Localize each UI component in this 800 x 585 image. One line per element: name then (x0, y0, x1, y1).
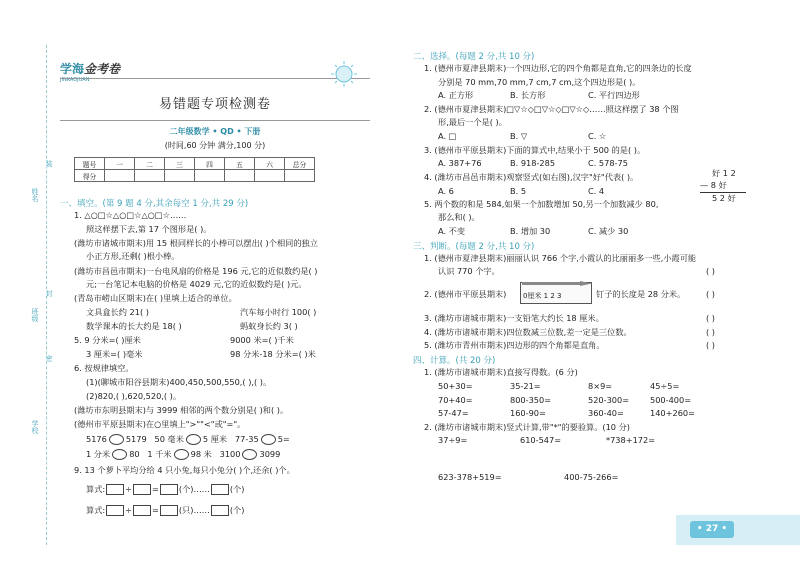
judge-paren-3[interactable]: ( ) (706, 313, 715, 323)
s3-q3: 3. (潍坊市诸城市期末)一支铅笔大约长 18 厘米。 (424, 313, 604, 323)
calc-cell: 70+40= (438, 395, 473, 405)
s3-q4: 4. (潍坊市诸城市期末)四位数减三位数,差一定是三位数。 (424, 327, 632, 337)
answer-box[interactable] (106, 484, 124, 495)
calc-cell: 50+30= (438, 381, 473, 391)
grade-label: 二年级数学 • QD • 下册 (169, 127, 261, 136)
vertical-calc-line-3: 5 2 好 (712, 193, 736, 203)
title-rule (60, 120, 370, 121)
vertical-calc-problem: 37÷9= (438, 435, 468, 445)
answer-box[interactable] (211, 505, 229, 516)
s1-q6a: (1)(聊城市阳谷县期末)400,450,500,550,( ),( )。 (86, 377, 272, 387)
calc-cell: 140+260= (650, 408, 695, 418)
answer-box[interactable] (106, 505, 124, 516)
page-title: 易错题专项检测卷 (158, 97, 271, 112)
s1-q5c: 3 厘米=( )毫米 (86, 349, 143, 359)
s2-q5-opt-a[interactable]: A. 不变 (438, 226, 466, 236)
s2-q1-opt-a[interactable]: A. 正方形 (438, 90, 474, 100)
score-cell: 得分 (75, 170, 105, 182)
s2-q1-opt-c[interactable]: C. 平行四边形 (588, 90, 640, 100)
s2-q1-opt-b[interactable]: B. 长方形 (510, 90, 546, 100)
s2-q1a: 1. (德州市夏津县期末)一个四边形,它的四个角都是直角,它的四条边的长度 (424, 63, 692, 73)
answer-box[interactable] (133, 484, 151, 495)
calc-cell: 360-40= (588, 408, 624, 418)
answer-box[interactable] (160, 505, 178, 516)
margin-mark-1: 装 (45, 160, 53, 167)
s1-q1b: 照这样摆下去,第 17 个图形是( )。 (86, 224, 212, 234)
score-input[interactable] (105, 170, 135, 182)
s1-q5b: 9000 米=( )千米 (230, 335, 294, 345)
time-score: (时间,60 分钟 满分,100 分) (164, 141, 266, 150)
s1-q6: 6. 按规律填空。 (74, 363, 134, 373)
judge-paren-1[interactable]: ( ) (706, 266, 715, 276)
s1-q7: (潍坊市东明县期末)与 3999 相邻的两个数分别是( )和( )。 (74, 405, 289, 415)
compare-circle[interactable] (109, 434, 124, 445)
s1-q2a: (潍坊市诸城市期末)用 15 根同样长的小棒可以摆出( )个相同的独立 (74, 238, 318, 248)
brand-logo: 学海金考卷 JINKAOJUAN (60, 62, 121, 83)
vertical-calc-problem: 610-547= (520, 435, 562, 445)
s2-q4-opt-a[interactable]: A. 6 (438, 186, 454, 196)
section-3-title: 三、判断。(每题 2 分,共 10 分) (413, 242, 535, 252)
s1-q3a: (潍坊市昌邑市期末)一台电风扇的价格是 196 元,它的近似数约是( ) (74, 266, 318, 276)
vertical-calc-problem: *738+172= (606, 435, 656, 445)
vertical-calc-line-2: — 8 好 (700, 180, 727, 190)
s2-q5-opt-b[interactable]: B. 增加 30 (510, 226, 551, 236)
score-cell: 总分 (285, 158, 315, 170)
score-input[interactable] (195, 170, 225, 182)
score-input[interactable] (165, 170, 195, 182)
score-cell: 一 (105, 158, 135, 170)
s1-q4d: 蚂蚁身长约 3( ) (240, 321, 298, 331)
s1-q6b: (2)820,( ),620,520,( )。 (86, 391, 182, 401)
calc-cell: 800-350= (510, 395, 552, 405)
s2-q1b: 分别是 70 mm,70 mm,7 cm,7 cm,这个四边形是( )。 (438, 77, 641, 87)
score-input[interactable] (135, 170, 165, 182)
compare-circle[interactable] (261, 434, 276, 445)
header-rule (60, 78, 370, 79)
margin-label-class: 班级 (31, 308, 39, 322)
s1-q3b: 元;一台笔记本电脑的价格是 4029 元,它的近似数约是( )元。 (86, 279, 307, 289)
compare-circle[interactable] (174, 449, 189, 460)
vertical-calc-line-1: 好 1 2 (712, 168, 736, 178)
equation-row-1: 算式: ÷ = (个)…… (个) (86, 484, 245, 494)
compare-circle[interactable] (242, 449, 257, 460)
margin-mark-2: 封 (45, 290, 53, 297)
judge-paren-5[interactable]: ( ) (706, 340, 715, 350)
s1-q9: 9. 13 个萝卜平均分给 4 只小兔,每只小兔分( )个,还余( )个。 (74, 465, 295, 475)
margin-label-school: 学校 (31, 420, 39, 434)
margin-label-name: 姓名 (31, 188, 39, 202)
score-cell: 题号 (75, 158, 105, 170)
s1-q8: (德州市平原县期末)在○里填上">""<"或"="。 (74, 419, 246, 429)
margin-mark-3: 密 (45, 355, 53, 362)
score-table (74, 157, 315, 182)
ruler-image: 0厘米 1 2 3 (520, 282, 592, 304)
s2-q3-opt-b[interactable]: B. 918-285 (510, 158, 556, 168)
equation-row-2: 算式: ÷ = (只)…… (个) (86, 505, 245, 515)
s2-q5a: 5. 两个数的和是 584,如果一个加数增加 50,另一个加数减少 80, (424, 199, 659, 209)
calc-cell: 45÷5= (650, 381, 680, 391)
compare-circle[interactable] (112, 449, 127, 460)
s1-q4: (青岛市崂山区期末)在( )里填上适合的单位。 (74, 293, 237, 303)
s2-q3-opt-a[interactable]: A. 387+76 (438, 158, 482, 168)
s2-q2-opt-b[interactable]: B. ▽ (510, 131, 528, 141)
s1-q4a: 文具盒长约 21( ) (86, 307, 149, 317)
vertical-calc-problem: 400-75-266= (564, 472, 619, 482)
score-cell: 二 (135, 158, 165, 170)
sun-icon (330, 60, 358, 88)
calc-cell: 57-47= (438, 408, 469, 418)
s1-q4b: 汽车每小时行 100( ) (240, 307, 317, 317)
s1-q5a: 5. 9 分米=( )厘米 (74, 335, 141, 345)
compare-row-1: 5176 5179 50 毫米 5 厘米 77-35 5= (86, 434, 290, 444)
score-cell: 四 (195, 158, 225, 170)
answer-box[interactable] (211, 484, 229, 495)
s2-q4-opt-c[interactable]: C. 4 (588, 186, 605, 196)
score-cell: 五 (225, 158, 255, 170)
calc-cell: 500-400= (650, 395, 692, 405)
s1-q2b: 小正方形,还剩( )根小棒。 (86, 251, 180, 261)
s3-q2-text: 钉子的长度是 28 分米。 (596, 289, 686, 299)
page-number: • 27 • (690, 521, 734, 538)
score-cell: 三 (165, 158, 195, 170)
s4-q2: 2. (潍坊市诸城市期末)竖式计算,带"*"的要验算。(10 分) (424, 422, 631, 432)
section-2-title: 二、选择。(每题 2 分,共 10 分) (413, 52, 535, 62)
s2-q2-opt-c[interactable]: C. ☆ (588, 131, 607, 141)
s2-q2-opt-a[interactable]: A. □ (438, 131, 457, 141)
s2-q3-opt-c[interactable]: C. 578-75 (588, 158, 628, 168)
answer-box[interactable] (160, 484, 178, 495)
score-input[interactable] (255, 170, 285, 182)
vertical-calc-problem: 623-378+519= (438, 472, 502, 482)
score-input[interactable] (225, 170, 255, 182)
calc-cell: 160-90= (510, 408, 546, 418)
nail-icon (520, 280, 595, 288)
answer-box[interactable] (133, 505, 151, 516)
calc-cell: 8×9= (588, 381, 613, 391)
s2-q2b: 形,最后一个是( )。 (438, 117, 507, 127)
calc-cell: 520-300= (588, 395, 630, 405)
s3-q2: 2. (德州市平原县期末) (424, 289, 507, 299)
s1-q4c: 数学课本的长大约是 18( ) (86, 321, 182, 331)
s3-q1a: 1. (德州市夏津县期末)丽丽认识 766 个字,小霞认的比丽丽多一些,小霞可能 (424, 253, 697, 263)
s2-q2a: 2. (德州市夏津县期末)□▽☆◇□▽☆◇□▽☆◇……照这样摆了 38 个图 (424, 104, 679, 114)
s2-q5-opt-c[interactable]: C. 减少 30 (588, 226, 629, 236)
calc-cell: 35-21= (510, 381, 541, 391)
section-1-title: 一、填空。(第 9 题 4 分,其余每空 1 分,共 29 分) (60, 199, 249, 209)
s2-q4: 4. (潍坊市昌邑市期末)观察竖式(如右图),汉字"好"代表( )。 (424, 172, 639, 182)
section-4-title: 四、计算。(共 20 分) (413, 356, 496, 366)
s2-q3: 3. (德州市平原县期末)下面的算式中,结果小于 500 的是( )。 (424, 145, 646, 155)
compare-circle[interactable] (186, 434, 201, 445)
compare-row-2: 1 分米 80 1 千米 98 米 3100 3099 (86, 449, 281, 459)
score-input[interactable] (285, 170, 315, 182)
score-cell: 六 (255, 158, 285, 170)
s3-q5: 5. (潍坊市青州市期末)四边形的四个角都是直角。 (424, 340, 605, 350)
s4-q1: 1. (潍坊市诸城市期末)直接写得数。(6 分) (424, 367, 578, 377)
s2-q4-opt-b[interactable]: B. 5 (510, 186, 527, 196)
judge-paren-2[interactable]: ( ) (706, 289, 715, 299)
s2-q5b: 那么和( )。 (438, 212, 480, 222)
s3-q1b: 认识 770 个字。 (438, 266, 500, 276)
s1-q1a: 1. △○□☆△○□☆△○□☆…… (74, 210, 187, 220)
judge-paren-4[interactable]: ( ) (706, 327, 715, 337)
s1-q5d: 98 分米-18 分米=( )米 (230, 349, 316, 359)
